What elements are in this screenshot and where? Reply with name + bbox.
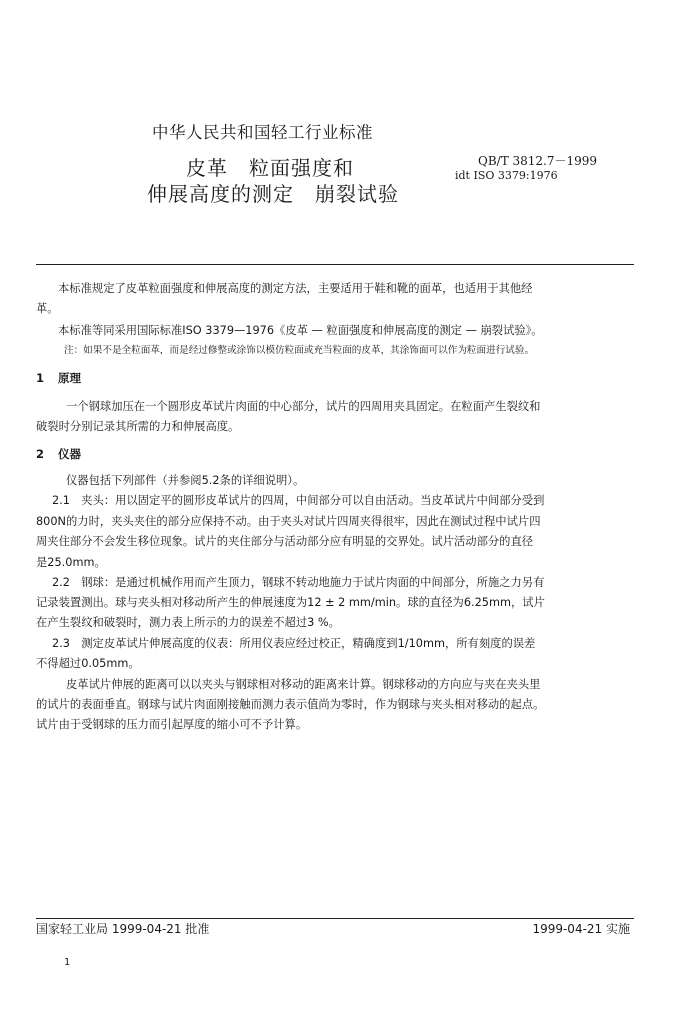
iso-reference: idt ISO 3379:1976: [455, 169, 558, 182]
section-1-line-1: 一个钢球加压在一个圆形皮革试片肉面的中心部分，试片的四周用夹具固定。在粒面产生裂纹和: [66, 400, 541, 413]
implementation-date: 1999-04-21 实施: [532, 922, 630, 936]
section-2-para-line-2: 的试片的表面垂直。钢球与试片肉面刚接触而测力表示值尚为零时，作为钢球与夹头相对移动的起点。: [36, 698, 545, 711]
intro-line-3: 本标准等同采用国际标准ISO 3379—1976《皮革 — 粒面强度和伸展高度的测定 — 崩裂试验》。: [58, 324, 543, 337]
item-2-1-line-4: 是25.0mm。: [36, 556, 106, 569]
standard-code: QB/T 3812.7－1999: [478, 154, 598, 168]
section-2-intro: 仪器包括下列部件（并参阅5.2条的详细说明）。: [66, 474, 305, 487]
intro-note: 注：如果不是全粒面革，而是经过修整或涂饰以模仿粒面或充当粒面的皮革，其涂饰面可以作为粒面进行试验。: [64, 345, 535, 356]
header-divider: [36, 264, 634, 265]
issuing-organization: 中华人民共和国轻工行业标准: [152, 123, 373, 142]
item-2-1-line-1: 2.1 夹头：用以固定平的圆形皮革试片的四周，中间部分可以自由活动。当皮革试片中间部分受到: [52, 494, 545, 507]
item-2-2-line-2: 记录装置测出。球与夹头相对移动所产生的伸展速度为12 ± 2 mm/min。球的直径为6.25mm，试片: [36, 596, 545, 609]
item-2-3-line-2: 不得超过0.05mm。: [36, 657, 140, 670]
section-1-line-2: 破裂时分别记录其所需的力和伸展高度。: [36, 420, 240, 433]
section-2-heading: [36, 446, 95, 462]
item-2-1-line-3: 周夹住部分不会发生移位现象。试片的夹住部分与活动部分应有明显的交界处。试片活动部分的直径: [36, 535, 534, 548]
footer-divider: [36, 918, 634, 919]
approval-date: 国家轻工业局 1999-04-21 批准: [36, 922, 210, 936]
section-1-title: 原理: [58, 371, 82, 385]
intro-line-2: 革。: [36, 302, 59, 315]
section-1-number: 1: [36, 371, 45, 385]
intro-line-1: 本标准规定了皮革粒面强度和伸展高度的测定方法，主要适用于鞋和靴的面革，也适用于其他经: [58, 282, 533, 295]
section-2-para-line-1: 皮革试片伸展的距离可以以夹头与钢球相对移动的距离来计算。钢球移动的方向应与夹在夹头里: [66, 678, 541, 691]
item-2-2-line-1: 2.2 钢球：是通过机械作用而产生顶力，钢球不转动地施力于试片肉面的中间部分，所施之力另有: [52, 576, 545, 589]
section-1-heading: [36, 370, 95, 386]
document-title-line2: 伸展高度的测定 崩裂试验: [147, 182, 399, 206]
section-2-para-line-3: 试片由于受钢球的压力而引起厚度的缩小可不予计算。: [36, 718, 308, 731]
section-2-number: 2: [36, 447, 45, 461]
item-2-1-line-2: 800N的力时，夹头夹住的部分应保持不动。由于夹头对试片四周夹得很牢，因此在测试过程中试片四: [36, 515, 541, 528]
item-2-3-line-1: 2.3 测定皮革试片伸展高度的仪表：所用仪表应经过校正，精确度到1/10mm，所有刻度的误差: [52, 637, 536, 650]
page-number: 1: [64, 957, 71, 968]
document-title-line1: 皮革 粒面强度和: [186, 156, 354, 180]
item-2-2-line-3: 在产生裂纹和破裂时，测力表上所示的力的误差不超过3 %。: [36, 616, 340, 629]
section-2-title: 仪器: [58, 447, 82, 461]
